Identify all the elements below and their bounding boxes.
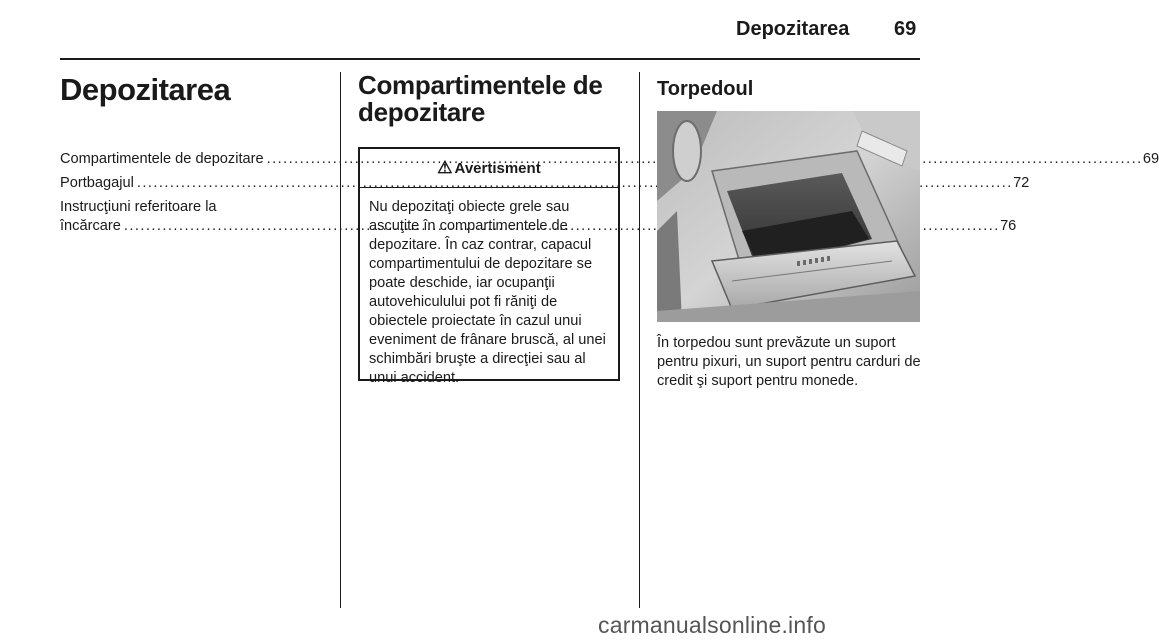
glovebox-photo <box>657 111 920 322</box>
warning-header <box>360 149 618 188</box>
chapter-title: Depozitarea <box>60 72 231 107</box>
header-rule <box>60 58 920 60</box>
toc-entry-page: 72 <box>1013 175 1030 191</box>
warning-box <box>358 147 620 386</box>
toc-entry-page: 76 <box>1000 218 1017 234</box>
warning-triangle-icon: ⚠ <box>437 158 453 177</box>
toc-entry[interactable] <box>60 198 1017 236</box>
toc-entry-page: 69 <box>1142 151 1159 167</box>
warning-text: Nu depozitaţi obiecte grele sau ascuţite în compartimentele de depozitare. În caz contrar, capacul compartimentului de depozitare se poate deschide, iar ocupanţii autovehiculului pot fi răniţi de obiectele proiectate în cazul unui eveniment de frânare bruscă, al unei schimbări bruşte a direcţiei sau al unui accident. <box>369 199 606 386</box>
section-title: Compartimentele de depozitare <box>358 70 603 127</box>
toc-entry-label: Portbagajul <box>60 175 134 191</box>
toc-entry[interactable] <box>60 174 1030 193</box>
toc-entry-label: încărcare <box>60 218 121 234</box>
page-header-title: Depozitarea <box>736 18 850 40</box>
glovebox-description: În torpedou sunt prevăzute un suport pentru pixuri, un suport pentru carduri de credit şi suport pentru monede. <box>657 335 921 389</box>
toc-entry-label: Compartimentele de depozitare <box>60 151 264 167</box>
watermark: carmanualsonline.info <box>598 612 826 638</box>
page-number: 69 <box>894 18 917 40</box>
subsection-title: Torpedoul <box>657 78 754 100</box>
toc-entry-label: Instrucţiuni referitoare la <box>60 199 217 215</box>
warning-title: Avertisment <box>454 159 541 177</box>
